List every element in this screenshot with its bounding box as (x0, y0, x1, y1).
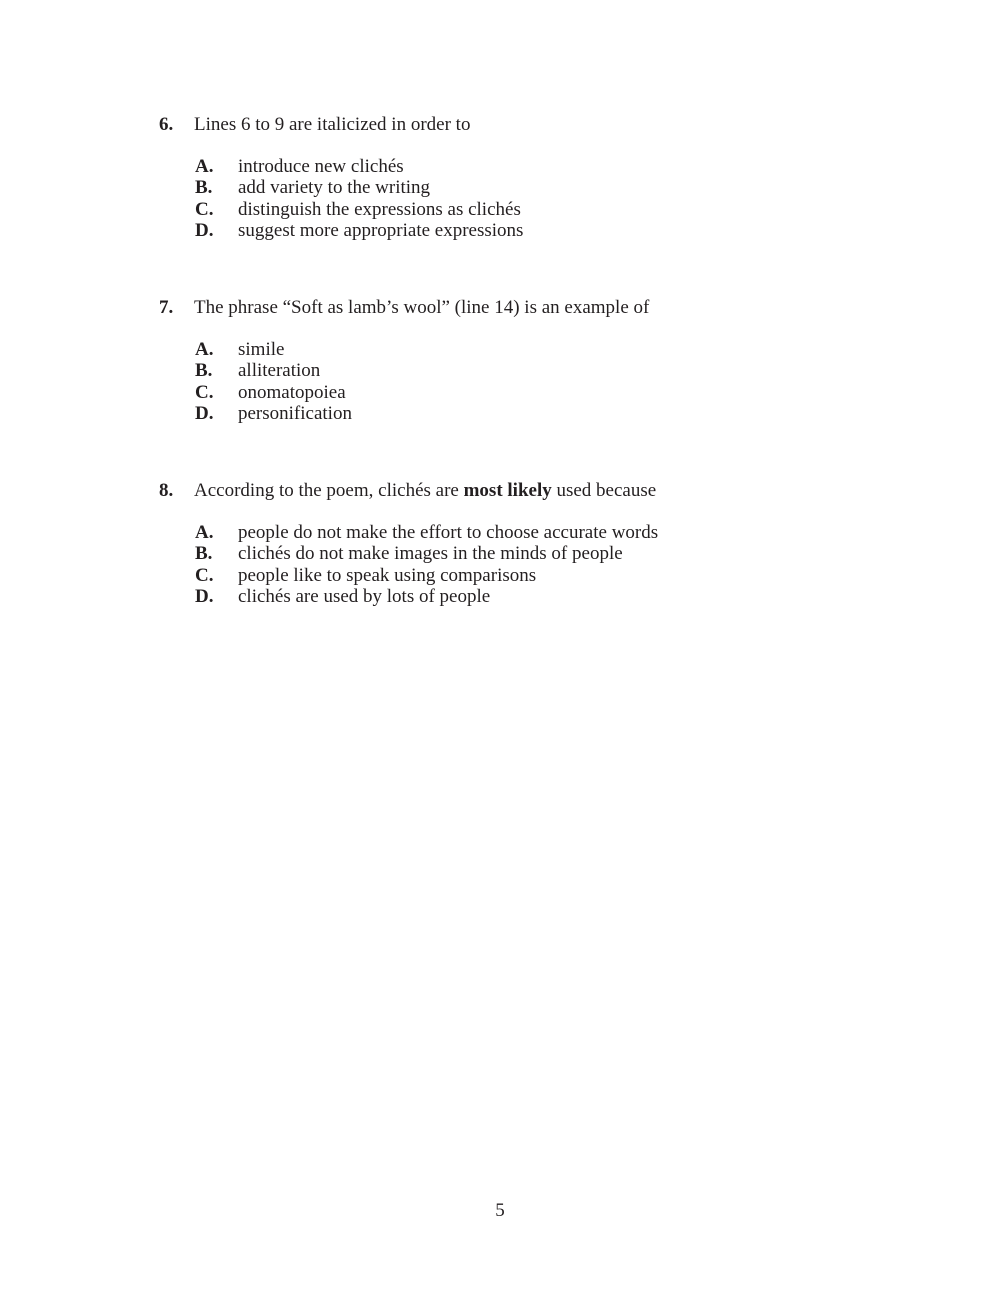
option-text: people like to speak using comparisons (238, 564, 537, 586)
option-text: clichés are used by lots of people (238, 585, 491, 607)
option-letter: C. (195, 198, 214, 220)
option-text: simile (238, 339, 285, 360)
page-number: 5 (495, 1200, 505, 1221)
option-text: clichés do not make images in the minds of people (238, 543, 623, 565)
option-text: suggest more appropriate expressions (238, 219, 524, 241)
option-letter: D. (195, 402, 214, 424)
option-letter: C. (195, 564, 214, 586)
option-letter: C. (195, 381, 214, 403)
question-text (194, 480, 656, 501)
option-letter: A. (195, 339, 214, 360)
option-letter: A. (195, 156, 214, 177)
question-number: 6. (159, 114, 174, 135)
question-text: Lines 6 to 9 are italicized in order to (194, 114, 471, 135)
option-text: distinguish the expressions as clichés (238, 198, 521, 220)
question-text-after: used because (551, 480, 657, 501)
option-text: add variety to the writing (238, 177, 431, 199)
option-letter: D. (195, 219, 214, 241)
question-number: 7. (159, 297, 174, 318)
option-letter: B. (195, 360, 213, 382)
question-text: The phrase “Soft as lamb’s wool” (line 14) is an example of (194, 297, 650, 318)
option-text: alliteration (238, 360, 321, 382)
option-text: onomatopoiea (238, 381, 346, 403)
option-letter: A. (195, 522, 214, 543)
question-number: 8. (159, 480, 174, 501)
option-text: personification (238, 402, 352, 424)
option-letter: B. (195, 543, 213, 565)
option-text: people do not make the effort to choose accurate words (238, 522, 659, 543)
emphasis-text: most likely (463, 480, 552, 501)
question-text-before: According to the poem, clichés are (194, 480, 464, 501)
option-text: introduce new clichés (238, 156, 404, 177)
option-letter: D. (195, 585, 214, 607)
option-letter: B. (195, 177, 213, 199)
